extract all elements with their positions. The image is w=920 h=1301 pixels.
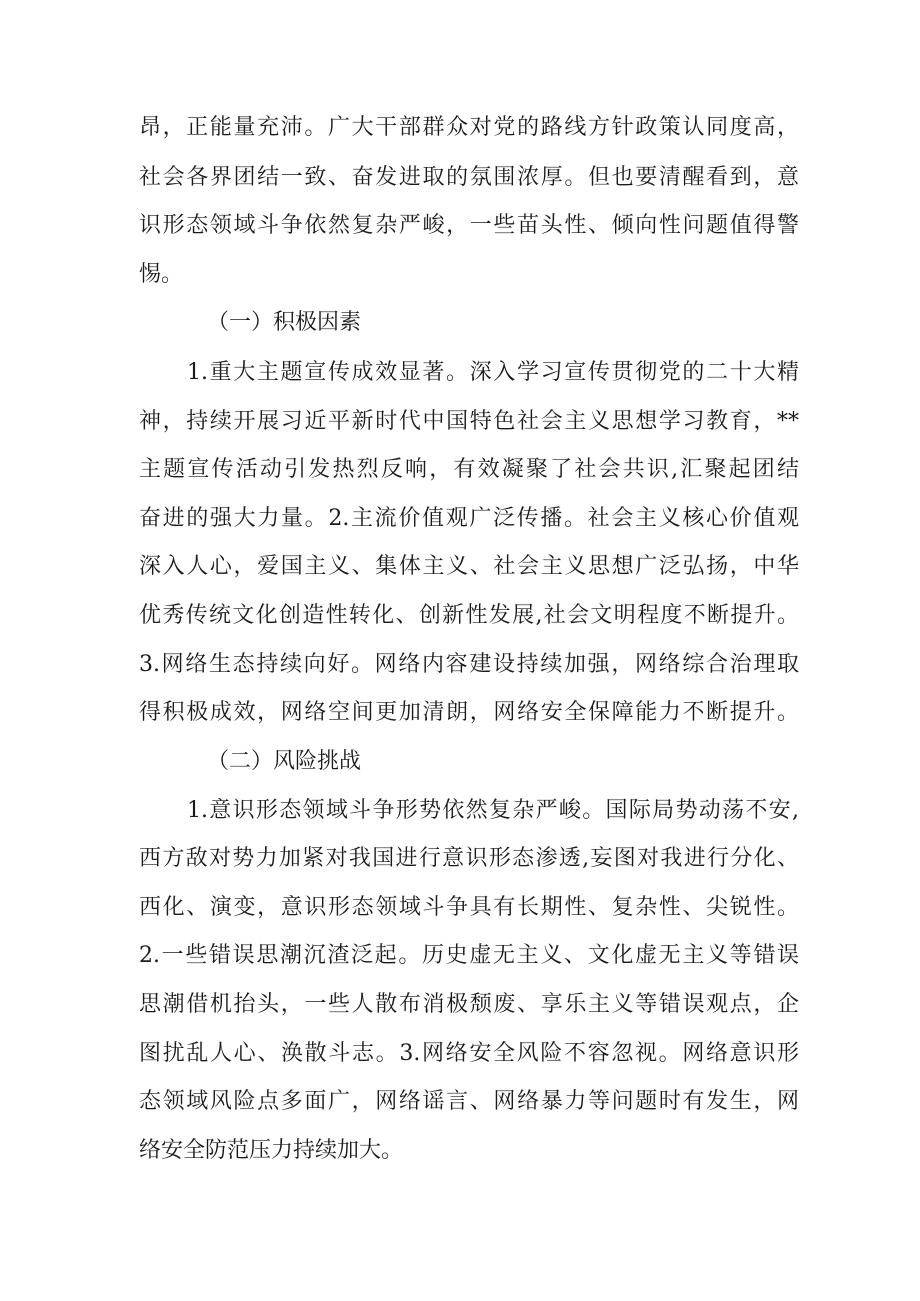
paragraph-line: 社会各界团结一致、奋发进取的氛围浓厚。但也要清醒看到，意: [139, 165, 799, 190]
paragraph-line: 惕。: [139, 262, 184, 287]
paragraph-line: 识形态领域斗争依然复杂严峻，一些苗头性、倾向性问题值得警: [139, 213, 799, 238]
paragraph-line: 络安全防范压力持续加大。: [139, 1138, 404, 1163]
paragraph-line: 优秀传统文化创造性转化、创新性发展,社会文明程度不断提升。: [139, 603, 799, 628]
paragraph-line: 奋进的强大力量。2.主流价值观广泛传播。社会主义核心价值观: [139, 506, 799, 531]
paragraph-line: 西方敌对势力加紧对我国进行意识形态渗透,妄图对我进行分化、: [139, 846, 799, 871]
paragraph-line: 主题宣传活动引发热烈反响，有效凝聚了社会共识,汇聚起团结: [139, 457, 799, 482]
paragraph-line: 1.意识形态领域斗争形势依然复杂严峻。国际局势动荡不安,: [187, 798, 799, 823]
section-heading-positive: （一）积极因素: [207, 310, 362, 335]
section-heading-risks: （二）风险挑战: [207, 749, 362, 774]
paragraph-line: 1.重大主题宣传成效显著。深入学习宣传贯彻党的二十大精: [187, 360, 799, 385]
paragraph-line: 得积极成效，网络空间更加清朗，网络安全保障能力不断提升。: [139, 700, 799, 725]
paragraph-line: 昂，正能量充沛。广大干部群众对党的路线方针政策认同度高，: [139, 115, 799, 140]
paragraph-line: 3.网络生态持续向好。网络内容建设持续加强，网络综合治理取: [139, 652, 799, 677]
paragraph-line: 态领域风险点多面广，网络谣言、网络暴力等问题时有发生，网: [139, 1089, 799, 1114]
paragraph-line: 西化、演变，意识形态领域斗争具有长期性、复杂性、尖锐性。: [139, 895, 799, 920]
paragraph-line: 神，持续开展习近平新时代中国特色社会主义思想学习教育，**: [139, 409, 799, 434]
paragraph-line: 2.一些错误思潮沉渣泛起。历史虚无主义、文化虚无主义等错误: [139, 943, 799, 968]
paragraph-line: 思潮借机抬头，一些人散布消极颓废、享乐主义等错误观点，企: [139, 992, 799, 1017]
paragraph-line: 图扰乱人心、涣散斗志。3.网络安全风险不容忽视。网络意识形: [139, 1041, 799, 1066]
paragraph-line: 深入人心，爱国主义、集体主义、社会主义思想广泛弘扬，中华: [139, 554, 799, 579]
